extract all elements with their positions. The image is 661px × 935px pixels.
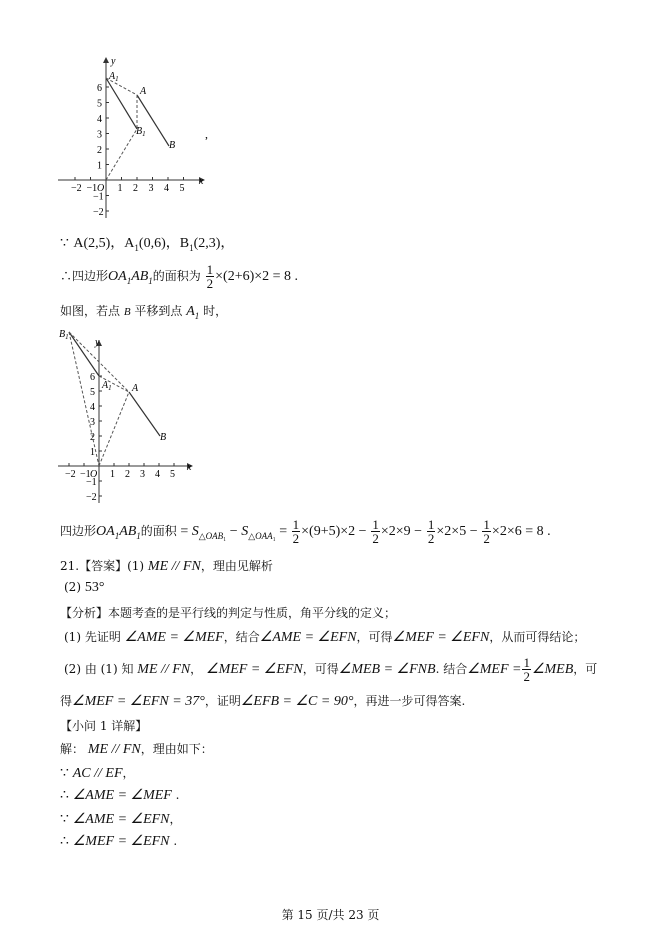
- y-tick-label: 1: [97, 160, 102, 172]
- point-label-b1: $B_1$: [136, 126, 146, 138]
- x-tick-label: O: [90, 469, 98, 480]
- proof-line: ∴ ∠AME = ∠MEF .: [60, 788, 180, 803]
- dashed-b1-o: [69, 332, 99, 466]
- x-tick-label: 3: [148, 183, 154, 194]
- x-tick-label: 4: [164, 183, 169, 194]
- y-tick-label: 3: [90, 417, 95, 428]
- y-tick-label: −2: [86, 492, 97, 503]
- proof-line: ∴ ∠MEF = ∠EFN .: [60, 834, 178, 849]
- x-axis-label: x: [187, 462, 192, 473]
- x-tick-label: 3: [140, 469, 145, 480]
- because-line: ∵ A(2,5)，$A_1(0,6)$，$B_1(2,3)$，: [60, 236, 235, 253]
- x-tick-label: 5: [179, 183, 185, 194]
- analysis-step-1: (1) 先证明 ∠AME = ∠MEF，结合∠AME = ∠EFN，可得∠MEF = ∠EFN，从而可得结论；: [64, 630, 586, 645]
- analysis-step-3: 得∠MEF = ∠EFN = 37°，证明∠EFB = ∠C = 90°，再进一步可得答案.: [60, 694, 466, 709]
- y-tick-label: 4: [97, 114, 102, 125]
- x-tick-label: 2: [133, 183, 138, 194]
- area-line-1: ∴四边形$OA_1AB_1$的面积为 $\frac{1}{2}$ ×(2+6)×2 = 8 .: [60, 262, 299, 291]
- segment-a-b: [129, 392, 160, 436]
- y-tick-label: 6: [90, 372, 95, 383]
- page-footer: 第 15 页/共 23 页: [281, 908, 380, 922]
- y-tick-label: 1: [90, 447, 95, 458]
- fraction-half: $\frac{1}{2}$: [523, 655, 530, 684]
- proof-line: ∵ AC // EF，: [60, 766, 135, 781]
- y-axis-label: y: [95, 337, 100, 348]
- x-tick-label: 2: [125, 469, 130, 480]
- analysis-line: 【分析】本题考查的是平行线的判定与性质，角平分线的定义；: [60, 606, 397, 620]
- solution-line: 解： ME // FN，理由如下：: [60, 742, 213, 757]
- y-tick-label: 4: [90, 402, 95, 413]
- y-tick-label: 2: [90, 432, 95, 443]
- point-label-b: B: [169, 140, 176, 151]
- x-tick-label: O: [97, 183, 105, 194]
- y-tick-label: 3: [97, 129, 102, 141]
- x-tick-label: −1: [80, 469, 91, 480]
- area-line-2: 四边形$OA_1AB_1$的面积 = $S_{\triangle OAB_1} - S_{\triangle OAA_1}$ = $\frac{1}{2}$ ×(9+5)×2 − $\frac{1}{2}$ ×2×9 − $\frac{1}{2}$ ×2×5 − $\frac{1}{2}$ ×2×6 = 8 .: [60, 517, 551, 546]
- dashed-o-a: [99, 392, 129, 466]
- trailing-comma: ,: [205, 127, 208, 141]
- coordinate-graph-2: [56, 325, 201, 507]
- point-label-b1: $B_1$: [59, 329, 69, 341]
- dashed-o-b1: [106, 129, 137, 180]
- y-axis-label: y: [111, 56, 116, 67]
- y-tick-label: −2: [93, 207, 104, 218]
- fraction-half: $\frac{1}{2}$: [372, 517, 379, 546]
- point-label-a: A: [132, 383, 139, 394]
- fraction-half: $\frac{1}{2}$: [206, 262, 214, 291]
- coordinate-graph-1: [56, 52, 216, 224]
- segment-a-b: [137, 95, 169, 146]
- x-tick-label: 1: [117, 183, 123, 194]
- y-tick-label: −1: [86, 477, 97, 488]
- x-axis-label: x: [199, 176, 204, 187]
- y-tick-label: 5: [90, 387, 95, 398]
- point-label-a1: $A_1$: [109, 71, 119, 83]
- y-tick-label: −1: [93, 191, 104, 203]
- point-label-b: B: [160, 432, 167, 443]
- segment-a1-b1: [106, 78, 137, 129]
- y-tick-label: 5: [97, 98, 102, 110]
- y-tick-label: 6: [97, 83, 102, 94]
- fraction-half: $\frac{1}{2}$: [427, 517, 435, 546]
- x-tick-label: 5: [170, 469, 175, 480]
- analysis-step-2: (2) 由 (1) 知 ME // FN， ∠MEF = ∠EFN，可得∠MEB = ∠FNB. 结合∠MEF = $\frac{1}{2}$ ∠MEB，可: [64, 655, 598, 684]
- fraction-half: $\frac{1}{2}$: [292, 517, 300, 546]
- x-tick-label: −2: [71, 183, 82, 194]
- point-label-a: A: [140, 86, 147, 97]
- x-tick-label: −2: [65, 469, 76, 480]
- point-label-a1: $A_1$: [102, 380, 112, 392]
- answer-line: 21.【答案】(1) ME // FN，理由见解析: [60, 559, 273, 574]
- y-tick-label: 2: [97, 145, 102, 156]
- answer-line-2: (2) 53°: [64, 580, 105, 595]
- sub-question-title: 【小问 1 详解】: [60, 719, 148, 733]
- x-tick-label: −1: [86, 183, 98, 194]
- x-tick-label: 1: [110, 469, 115, 480]
- proof-line: ∵ ∠AME = ∠EFN，: [60, 812, 182, 827]
- x-tick-label: 4: [155, 469, 160, 480]
- fraction-half: $\frac{1}{2}$: [483, 517, 490, 546]
- translate-line: 如图，若点 B 平移到点 $A_1$ 时，: [60, 304, 228, 321]
